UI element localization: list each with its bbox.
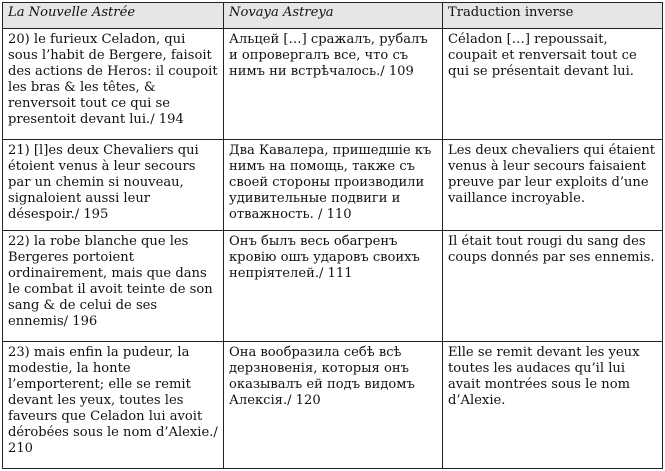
french-cell: 22) la robe blanche que les Bergeres portoient ordinairement, mais que dans le combat il avoit teinte de son sang & de celui de ses ennemis/ 196 bbox=[3, 231, 224, 342]
table-row bbox=[3, 342, 663, 469]
russian-cell: Она вообразила себѣ всѣ дерзновенiя, которыя онъ оказывалъ ей подъ видомъ Алексiя./ 120 bbox=[224, 342, 443, 469]
table-row bbox=[3, 140, 663, 231]
comparison-table bbox=[2, 2, 663, 469]
inverse-cell: Il était tout rougi du sang des coups donnés par ses ennemis. bbox=[443, 231, 663, 342]
table-row bbox=[3, 29, 663, 140]
header-novaya-astreya: Novaya Astreya bbox=[224, 3, 443, 29]
french-cell: 20) le furieux Celadon, qui sous l’habit de Bergere, faisoit des actions de Heros: il coupoit les bras & les têtes, & renversoit tout ce qui se presentoit devant lui./ 194 bbox=[3, 29, 224, 140]
russian-cell: Два Кавалера, пришедшiе къ нимъ на помощь, также съ своей стороны производили удивительные подвиги и отважность. / 110 bbox=[224, 140, 443, 231]
russian-cell: Альцей […] сражалъ, рубалъ и опровергалъ все, что съ нимъ ни встрѣчалось./ 109 bbox=[224, 29, 443, 140]
header-nouvelle-astree: La Nouvelle Astrée bbox=[3, 3, 224, 29]
russian-cell: Онъ былъ весь обагренъ кровiю ошъ ударовъ своихъ непрiятелей./ 111 bbox=[224, 231, 443, 342]
inverse-cell: Elle se remit devant les yeux toutes les audaces qu’il lui avait montrées sous le nom d’Alexie. bbox=[443, 342, 663, 469]
inverse-cell: Les deux chevaliers qui étaient venus à leur secours faisaient preuve par leur exploits d’une vaillance incroyable. bbox=[443, 140, 663, 231]
header-row bbox=[3, 3, 663, 29]
header-traduction-inverse: Traduction inverse bbox=[443, 3, 663, 29]
french-cell: 23) mais enfin la pudeur, la modestie, la honte l’emporterent; elle se remit devant les yeux, toutes les faveurs que Celadon lui avoit dérobées sous le nom d’Alexie./ 210 bbox=[3, 342, 224, 469]
french-cell: 21) [l]es deux Chevaliers qui étoient venus à leur secours par un chemin si nouveau, signaloient aussi leur désespoir./ 195 bbox=[3, 140, 224, 231]
inverse-cell: Céladon […] repoussait, coupait et renversait tout ce qui se présentait devant lui. bbox=[443, 29, 663, 140]
table-row bbox=[3, 231, 663, 342]
